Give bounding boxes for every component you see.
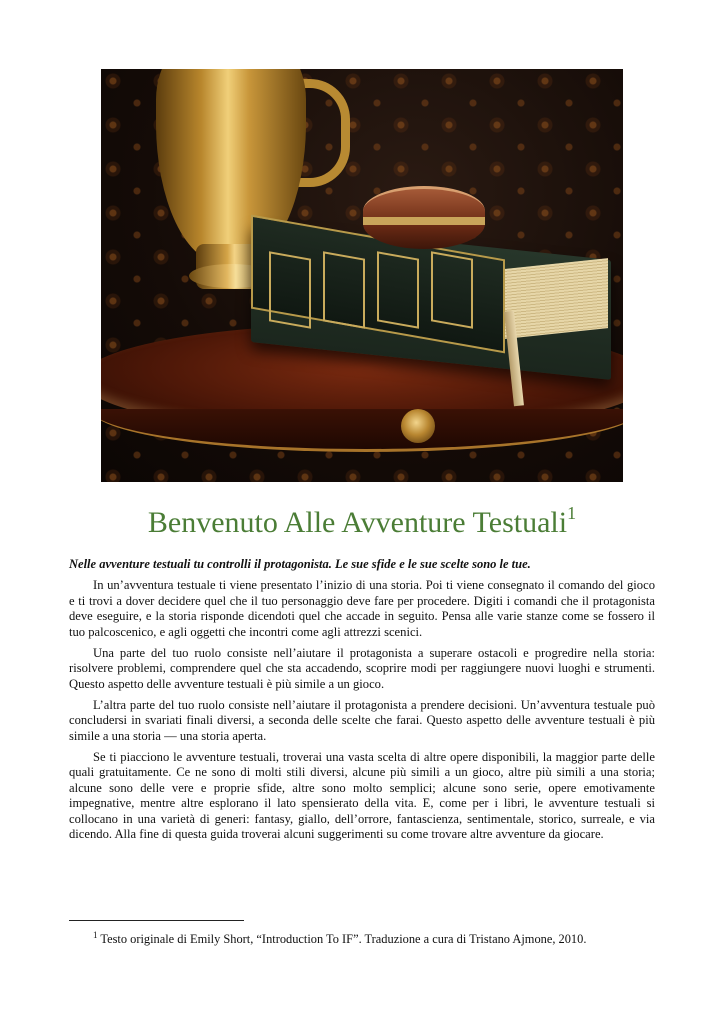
footnote-marker: 1 — [93, 930, 98, 940]
book-spine-panel — [323, 251, 365, 328]
round-box-band — [363, 217, 485, 225]
footnote-divider — [69, 920, 244, 921]
page-title — [0, 503, 724, 540]
intro-lead: Nelle avventure testuali tu controlli il protagonista. Le sue sfide e le sue scelte sono le tue. — [69, 557, 531, 571]
table-knob — [401, 409, 435, 443]
paragraph: Una parte del tuo ruolo consiste nell’aiutare il protagonista a superare ostacoli e progredire nella storia: risolvere problemi, comprendere quel che sta accadendo, scoprire modi per raggiungere nuovi luoghi e strumenti. Questo aspetto delle avventure testuali è più simile a un gioco. — [69, 645, 655, 691]
hero-photo — [101, 69, 623, 482]
paragraph: L’altra parte del tuo ruolo consiste nell’aiutare il protagonista a prendere decisioni. Un’avventura testuale può concludersi in svariati finali diversi, a seconda delle scelte che farai. Questo aspetto delle avventure testuali è più simile a una storia — una storia aperta. — [69, 697, 655, 743]
body-text — [69, 578, 655, 848]
footnote — [69, 932, 669, 947]
page-title-text: Benvenuto Alle Avventure Testuali — [147, 506, 568, 539]
paragraph: In un’avventura testuale ti viene presentato l’inizio di una storia. Poi ti viene consegnato il comando del gioco e ti trovi a dover decidere quel che il tuo personaggio deve fare per procedere. Digiti i comandi che il protagonista deve eseguire, e la storia risponde dicendoti quel che accade in seguito. Pensa alle varie stanze come se fossero il tuo palcoscenico, e agli oggetti che incontri come agli attrezzi scenici. — [69, 578, 655, 639]
book-spine-panel — [269, 251, 311, 328]
footnote-ref[interactable]: 1 — [567, 503, 577, 523]
book-spine-panel — [431, 251, 473, 328]
book-spine-panel — [377, 251, 419, 328]
footnote-text: Testo originale di Emily Short, “Introduction To IF”. Traduzione a cura di Tristano Ajmone, 2010. — [100, 932, 587, 946]
paragraph: Se ti piacciono le avventure testuali, troverai una vasta scelta di altre opere disponibili, la maggior parte delle quali gratuitamente. Ce ne sono di molti stili diversi, alcune più simili a un gioco, altre più simili a una storia; alcune sono delle vere e proprie sfide, altre sono molto semplici; alcune sono serie, opere emotivamente impegnative, mentre altre esplorano il lato spensierato della vita. E, come per i libri, le avventure testuali si collocano in una varietà di generi: fantasy, giallo, dell’orrore, fantascienza, sentimentale, storico, surreale, e via dicendo. Alla fine di questa guida troverai alcuni suggerimenti su come trovare altre avventure da giocare. — [69, 749, 655, 841]
